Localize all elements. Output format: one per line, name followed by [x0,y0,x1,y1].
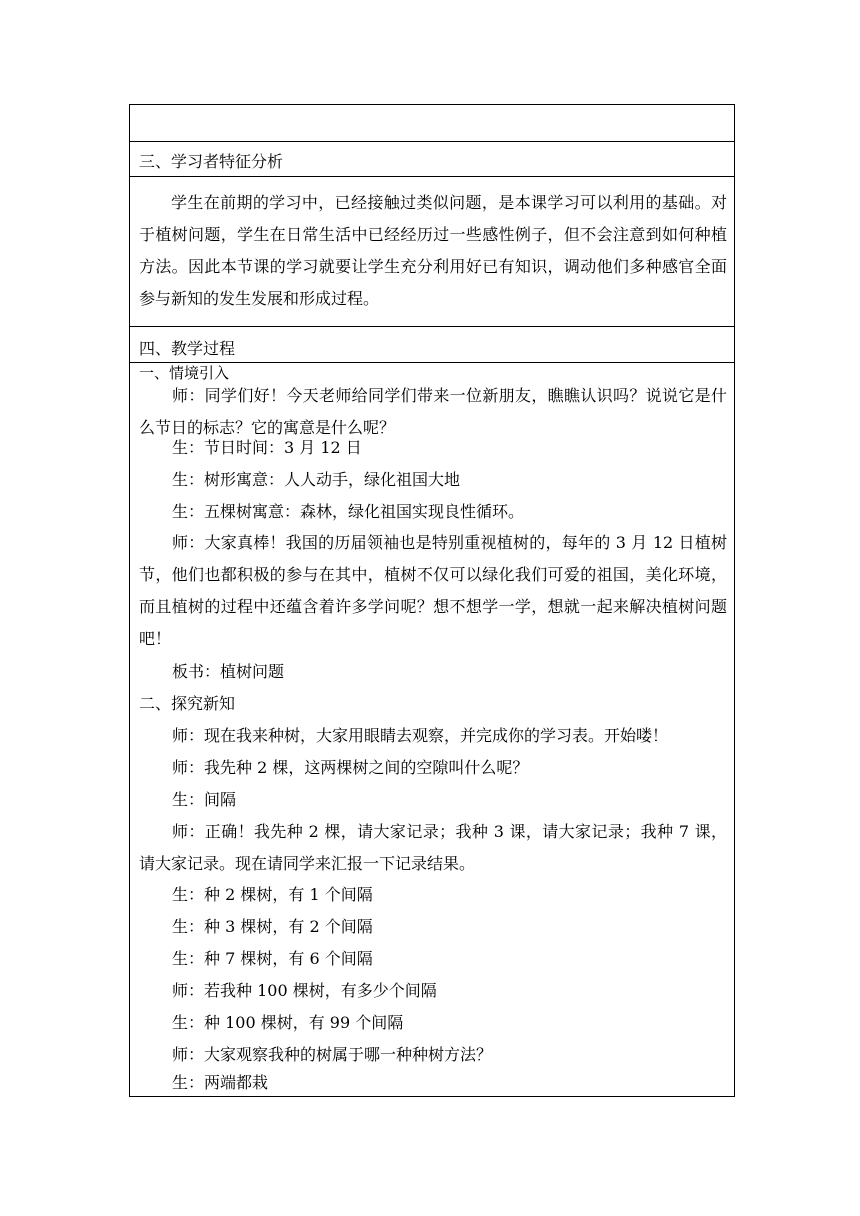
student-line: 生：种 100 棵树，有 99 个间隔 [172,1013,404,1032]
empty-row [130,105,734,141]
student-line: 生：间隔 [172,790,237,809]
lesson-plan-table [129,104,735,1097]
section-title-process: 四、教学过程 [139,339,236,358]
teacher-record-paragraph: 师：正确！我先种 2 棵，请大家记录；我种 3 课，请大家记录；我种 7 课，请大家记录。现在请同学来汇报一下记录结果。 [139,822,727,873]
student-line: 生：种 7 棵树，有 6 个间隔 [172,949,373,968]
teacher-line: 师：我先种 2 棵，这两棵树之间的空隙叫什么呢？ [172,758,529,777]
student-line: 生：五棵树寓意：森林，绿化祖国实现良性循环。 [172,502,525,521]
teacher-line: 师：若我种 100 棵树，有多少个间隔 [172,981,437,1000]
teacher-intro-paragraph: 师：同学们好！今天老师给同学们带来一位新朋友，瞧瞧认识吗？说说它是什么节日的标志？它的寓意是什么呢？ [139,386,727,437]
section-title-learner: 三、学习者特征分析 [139,152,284,171]
row-divider [130,326,734,327]
row-divider [130,362,734,363]
blackboard-line: 板书：植树问题 [172,662,285,681]
part-title-explore: 二、探究新知 [139,694,236,713]
teacher-line: 师：大家观察我种的树属于哪一种种树方法？ [172,1045,493,1064]
part-title-intro: 一、情境引入 [139,364,230,382]
student-line: 生：节日时间：3 月 12 日 [172,438,362,457]
student-line: 生：种 3 棵树，有 2 个间隔 [172,917,373,936]
row-divider [130,176,734,177]
learner-analysis-text: 学生在前期的学习中，已经接触过类似问题，是本课学习可以利用的基础。对于植树问题，学生在日常生活中已经经历过一些感性例子，但不会注意到如何种植方法。因此本节课的学习就要让学生充分利用好已有知识，调动他们多种感官全面参与新知的发生发展和形成过程。 [139,193,727,308]
row-divider [130,141,734,142]
student-line: 生：种 2 棵树，有 1 个间隔 [172,885,373,904]
student-line: 生：树形寓意：人人动手，绿化祖国大地 [172,470,461,489]
student-line: 生：两端都栽 [172,1073,269,1092]
teacher-line: 师：现在我来种树，大家用眼睛去观察，并完成你的学习表。开始喽！ [172,726,669,745]
teacher-praise-paragraph: 师：大家真棒！我国的历届领袖也是特别重视植树的，每年的 3 月 12 日植树节，他们也都积极的参与在其中，植树不仅可以绿化我们可爱的祖国，美化环境，而且植树的过程中还蕴含着许多学问呢？想不想学一学，想就一起来解决植树问题吧！ [139,533,727,648]
